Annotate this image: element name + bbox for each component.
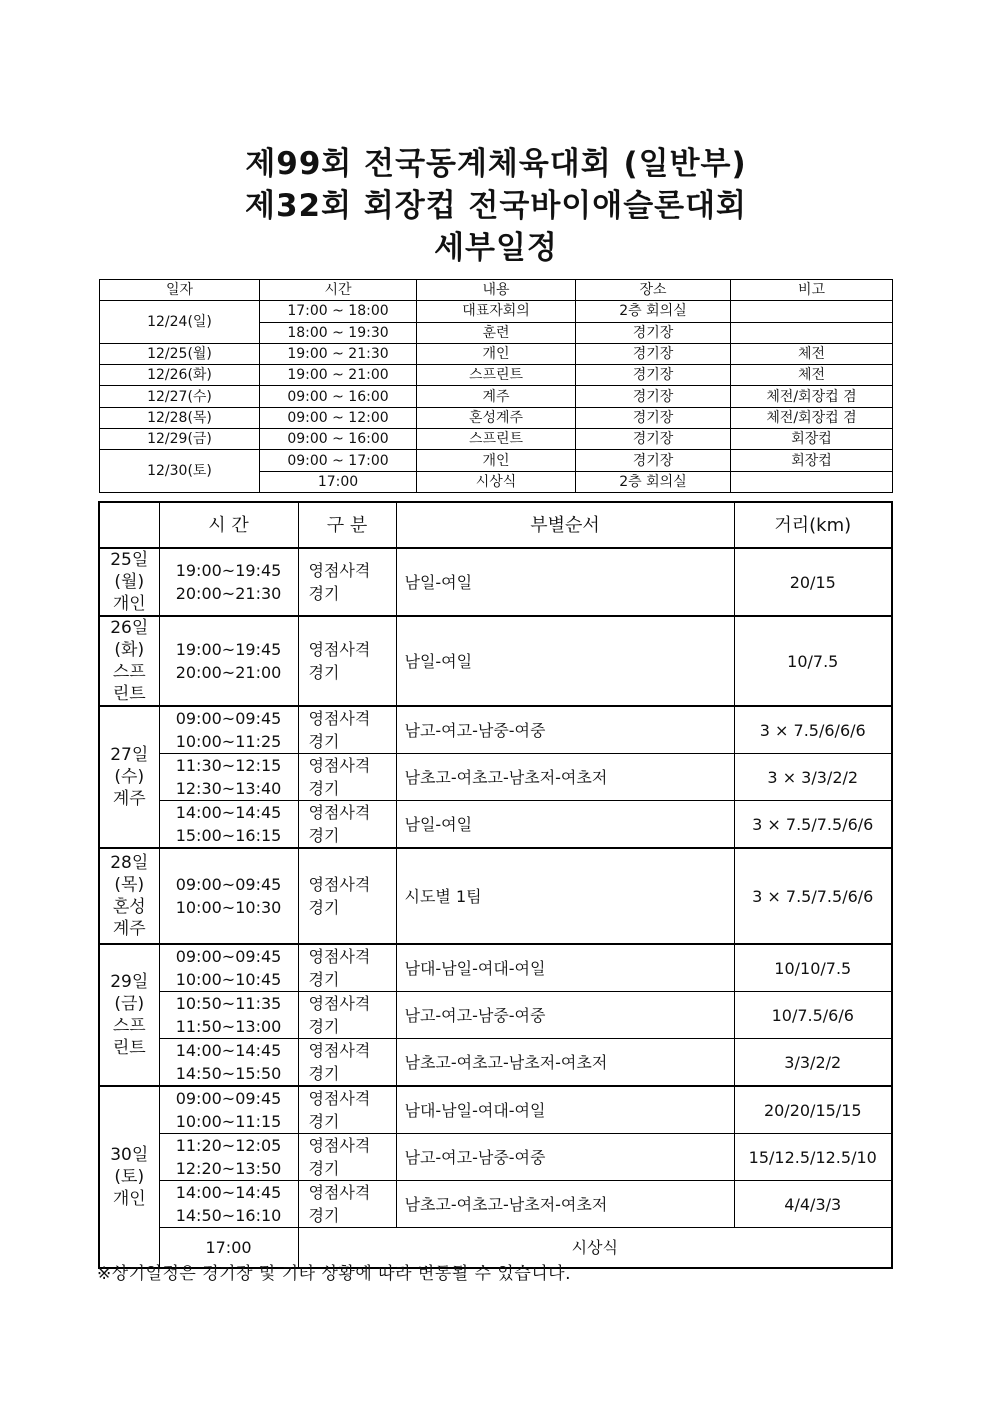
session-time: 12:30~13:40: [175, 779, 282, 798]
session-distance: 3 × 7.5/7.5/6/6: [734, 801, 892, 849]
detail-body: [99, 548, 892, 1268]
session-distance: 3 × 7.5/6/6/6: [734, 706, 892, 754]
day-label-line: 스프: [112, 1016, 146, 1036]
overview-time: 09:00 ~ 12:00: [260, 407, 417, 428]
overview-time: 17:00 ~ 18:00: [260, 301, 417, 322]
overview-time: 17:00: [260, 471, 417, 492]
session-distance: 10/7.5/6/6: [734, 992, 892, 1039]
session-distance: 10/7.5: [734, 616, 892, 706]
category-race: 경기: [308, 898, 340, 917]
day-label-line: 개인: [112, 1188, 146, 1209]
day-label-line: 28일: [110, 853, 149, 873]
day-label-line: (금): [114, 994, 145, 1014]
ceremony-time: 17:00: [159, 1228, 298, 1268]
session-times: [159, 944, 298, 992]
session-time: 11:50~13:00: [175, 1017, 282, 1036]
overview-place: 경기장: [576, 407, 731, 428]
detail-header-row: [99, 502, 892, 548]
session-time: 12:20~13:50: [175, 1159, 282, 1178]
session-time: 19:00~19:45: [175, 640, 282, 659]
session-category: [298, 754, 396, 801]
overview-row: [100, 386, 893, 407]
day-label-line: 린트: [112, 684, 146, 704]
day-label-line: (토): [114, 1166, 145, 1187]
overview-place: 2층 회의실: [576, 471, 731, 492]
session-order: 남고-여고-남중-여중: [396, 992, 734, 1039]
day-label-line: 개인: [112, 594, 146, 614]
overview-date: 12/26(화): [100, 365, 260, 386]
overview-note: [731, 301, 893, 322]
session-time: 20:00~21:00: [175, 663, 282, 682]
day-label-line: 25일: [110, 550, 149, 570]
overview-header-note: 비고: [731, 280, 893, 301]
category-zeroing: 영점사격: [308, 803, 371, 822]
overview-row: [100, 365, 893, 386]
session-times: [159, 1181, 298, 1228]
overview-row: [100, 450, 893, 471]
session-time: 14:00~14:45: [175, 1183, 282, 1202]
category-zeroing: 영점사격: [308, 756, 371, 775]
session-order: 남일-여일: [396, 548, 734, 616]
session-time: 14:00~14:45: [175, 1041, 282, 1060]
session-time: 09:00~09:45: [175, 875, 282, 894]
overview-date: 12/30(토): [100, 450, 260, 493]
overview-header-place: 장소: [576, 280, 731, 301]
session-times: [159, 754, 298, 801]
category-zeroing: 영점사격: [308, 875, 371, 894]
overview-content: 훈련: [417, 322, 576, 343]
overview-note: 체전: [731, 365, 893, 386]
overview-row: [100, 407, 893, 428]
session-time: 11:20~12:05: [175, 1136, 282, 1155]
session-row: [99, 548, 892, 616]
session-row: [99, 848, 892, 944]
overview-place: 경기장: [576, 343, 731, 364]
session-time: 09:00~09:45: [175, 1089, 282, 1108]
session-times: [159, 992, 298, 1039]
day-label: [99, 1086, 159, 1268]
session-distance: 3/3/2/2: [734, 1039, 892, 1087]
overview-note: 체전/회장컵 겸: [731, 407, 893, 428]
session-distance: 20/15: [734, 548, 892, 616]
detail-schedule-table: [98, 501, 893, 1269]
overview-content: 개인: [417, 450, 576, 471]
overview-content: 시상식: [417, 471, 576, 492]
overview-place: 경기장: [576, 322, 731, 343]
session-time: 10:00~10:45: [175, 970, 282, 989]
day-label-line: (화): [114, 640, 145, 660]
day-label-line: 27일: [110, 745, 149, 765]
overview-header-content: 내용: [417, 280, 576, 301]
session-category: [298, 1039, 396, 1087]
category-race: 경기: [308, 1206, 340, 1225]
overview-content: 스프린트: [417, 365, 576, 386]
session-times: [159, 706, 298, 754]
overview-note: 체전/회장컵 겸: [731, 386, 893, 407]
session-times: [159, 801, 298, 849]
overview-time: 09:00 ~ 16:00: [260, 429, 417, 450]
overview-date: 12/29(금): [100, 429, 260, 450]
category-race: 경기: [308, 1159, 340, 1178]
detail-header-category: 구 분: [298, 502, 396, 548]
detail-header-time: 시 간: [159, 502, 298, 548]
session-time: 10:00~11:25: [175, 732, 282, 751]
ceremony-label: 시상식: [298, 1228, 892, 1268]
category-race: 경기: [308, 584, 340, 603]
session-order: 남초고-여초고-남초저-여초저: [396, 1039, 734, 1087]
day-label: [99, 548, 159, 616]
session-times: [159, 1086, 298, 1134]
overview-date: 12/25(월): [100, 343, 260, 364]
session-times: [159, 616, 298, 706]
overview-time: 19:00 ~ 21:00: [260, 365, 417, 386]
session-order: 남초고-여초고-남초저-여초저: [396, 1181, 734, 1228]
category-zeroing: 영점사격: [308, 561, 371, 580]
overview-content: 계주: [417, 386, 576, 407]
session-distance: 15/12.5/12.5/10: [734, 1134, 892, 1181]
overview-row: [100, 343, 893, 364]
category-race: 경기: [308, 826, 340, 845]
category-race: 경기: [308, 779, 340, 798]
session-order: 남일-여일: [396, 616, 734, 706]
session-order: 남일-여일: [396, 801, 734, 849]
overview-content: 대표자회의: [417, 301, 576, 322]
overview-place: 경기장: [576, 365, 731, 386]
day-label-line: 계주: [112, 789, 146, 809]
session-time: 10:00~10:30: [175, 898, 282, 917]
session-time: 20:00~21:30: [175, 584, 282, 603]
day-label-line: 29일: [110, 972, 149, 992]
session-row: [99, 1181, 892, 1228]
category-zeroing: 영점사격: [308, 947, 371, 966]
session-distance: 10/10/7.5: [734, 944, 892, 992]
category-zeroing: 영점사격: [308, 1183, 371, 1202]
category-race: 경기: [308, 732, 340, 751]
session-order: 남고-여고-남중-여중: [396, 706, 734, 754]
session-category: [298, 706, 396, 754]
category-zeroing: 영점사격: [308, 709, 371, 728]
overview-row: [100, 301, 893, 322]
category-zeroing: 영점사격: [308, 640, 371, 659]
day-label-line: 30일: [110, 1144, 149, 1165]
overview-date: 12/27(수): [100, 386, 260, 407]
day-label: [99, 616, 159, 706]
category-zeroing: 영점사격: [308, 994, 371, 1013]
day-label-line: 26일: [110, 618, 149, 638]
footnote: ※상기일정은 경기장 및 기타 상황에 따라 변동될 수 있습니다.: [97, 1264, 572, 1284]
overview-content: 스프린트: [417, 429, 576, 450]
session-order: 시도별 1팀: [396, 848, 734, 944]
overview-time: 19:00 ~ 21:30: [260, 343, 417, 364]
category-race: 경기: [308, 970, 340, 989]
title-line-3: 세부일정: [434, 230, 558, 266]
day-label-line: 스프: [112, 662, 146, 682]
overview-place: 2층 회의실: [576, 301, 731, 322]
category-zeroing: 영점사격: [308, 1089, 371, 1108]
overview-header-date: 일자: [100, 280, 260, 301]
overview-place: 경기장: [576, 450, 731, 471]
session-time: 11:30~12:15: [175, 756, 282, 775]
session-time: 15:00~16:15: [175, 826, 282, 845]
category-zeroing: 영점사격: [308, 1136, 371, 1155]
session-row: [99, 1134, 892, 1181]
day-label-line: 혼성: [112, 897, 146, 917]
overview-header-row: [100, 280, 893, 301]
day-label-line: (수): [114, 767, 145, 787]
session-category: [298, 992, 396, 1039]
session-distance: 20/20/15/15: [734, 1086, 892, 1134]
session-category: [298, 1181, 396, 1228]
session-times: [159, 548, 298, 616]
session-distance: 4/4/3/3: [734, 1181, 892, 1228]
overview-date: 12/24(일): [100, 301, 260, 344]
category-race: 경기: [308, 1112, 340, 1131]
session-order: 남초고-여초고-남초저-여초저: [396, 754, 734, 801]
day-label: [99, 944, 159, 1086]
category-zeroing: 영점사격: [308, 1041, 371, 1060]
overview-note: [731, 322, 893, 343]
day-label-line: (월): [114, 572, 145, 592]
category-race: 경기: [308, 1064, 340, 1083]
session-order: 남대-남일-여대-여일: [396, 1086, 734, 1134]
overview-date: 12/28(목): [100, 407, 260, 428]
overview-time: 18:00 ~ 19:30: [260, 322, 417, 343]
overview-note: 회장컵: [731, 450, 893, 471]
session-time: 14:50~16:10: [175, 1206, 282, 1225]
overview-place: 경기장: [576, 429, 731, 450]
overview-content: 혼성계주: [417, 407, 576, 428]
session-row: [99, 1086, 892, 1134]
session-category: [298, 801, 396, 849]
session-category: [298, 1134, 396, 1181]
overview-header-time: 시간: [260, 280, 417, 301]
session-time: 10:00~11:15: [175, 1112, 282, 1131]
title-line-1: 제99회 전국동계체육대회 (일반부): [245, 146, 747, 182]
overview-note: [731, 471, 893, 492]
session-distance: 3 × 3/3/2/2: [734, 754, 892, 801]
session-row: [99, 1039, 892, 1087]
session-row: [99, 616, 892, 706]
overview-time: 09:00 ~ 17:00: [260, 450, 417, 471]
day-label-line: 린트: [112, 1038, 146, 1058]
session-category: [298, 616, 396, 706]
session-category: [298, 548, 396, 616]
session-time: 09:00~09:45: [175, 709, 282, 728]
session-row: [99, 992, 892, 1039]
overview-content: 개인: [417, 343, 576, 364]
session-time: 09:00~09:45: [175, 947, 282, 966]
day-label-line: 계주: [112, 919, 146, 939]
category-race: 경기: [308, 663, 340, 682]
detail-header-day: [99, 502, 159, 548]
session-times: [159, 1134, 298, 1181]
session-row: [99, 801, 892, 849]
session-times: [159, 848, 298, 944]
overview-place: 경기장: [576, 386, 731, 407]
overview-row: [100, 429, 893, 450]
session-time: 10:50~11:35: [175, 994, 282, 1013]
session-category: [298, 848, 396, 944]
day-label: [99, 706, 159, 848]
session-time: 19:00~19:45: [175, 561, 282, 580]
detail-header-order: 부별순서: [396, 502, 734, 548]
session-time: 14:50~15:50: [175, 1064, 282, 1083]
overview-time: 09:00 ~ 16:00: [260, 386, 417, 407]
session-order: 남대-남일-여대-여일: [396, 944, 734, 992]
session-row: [99, 944, 892, 992]
session-category: [298, 944, 396, 992]
detail-header-distance: 거리(km): [734, 502, 892, 548]
title-line-2: 제32회 회장컵 전국바이애슬론대회: [245, 188, 747, 224]
session-distance: 3 × 7.5/7.5/6/6: [734, 848, 892, 944]
category-race: 경기: [308, 1017, 340, 1036]
day-label: [99, 848, 159, 944]
session-category: [298, 1086, 396, 1134]
session-row: [99, 754, 892, 801]
session-time: 14:00~14:45: [175, 803, 282, 822]
overview-table: [99, 279, 893, 493]
session-row: [99, 706, 892, 754]
session-order: 남고-여고-남중-여중: [396, 1134, 734, 1181]
overview-note: 체전: [731, 343, 893, 364]
overview-note: 회장컵: [731, 429, 893, 450]
session-times: [159, 1039, 298, 1087]
day-label-line: (목): [114, 875, 145, 895]
